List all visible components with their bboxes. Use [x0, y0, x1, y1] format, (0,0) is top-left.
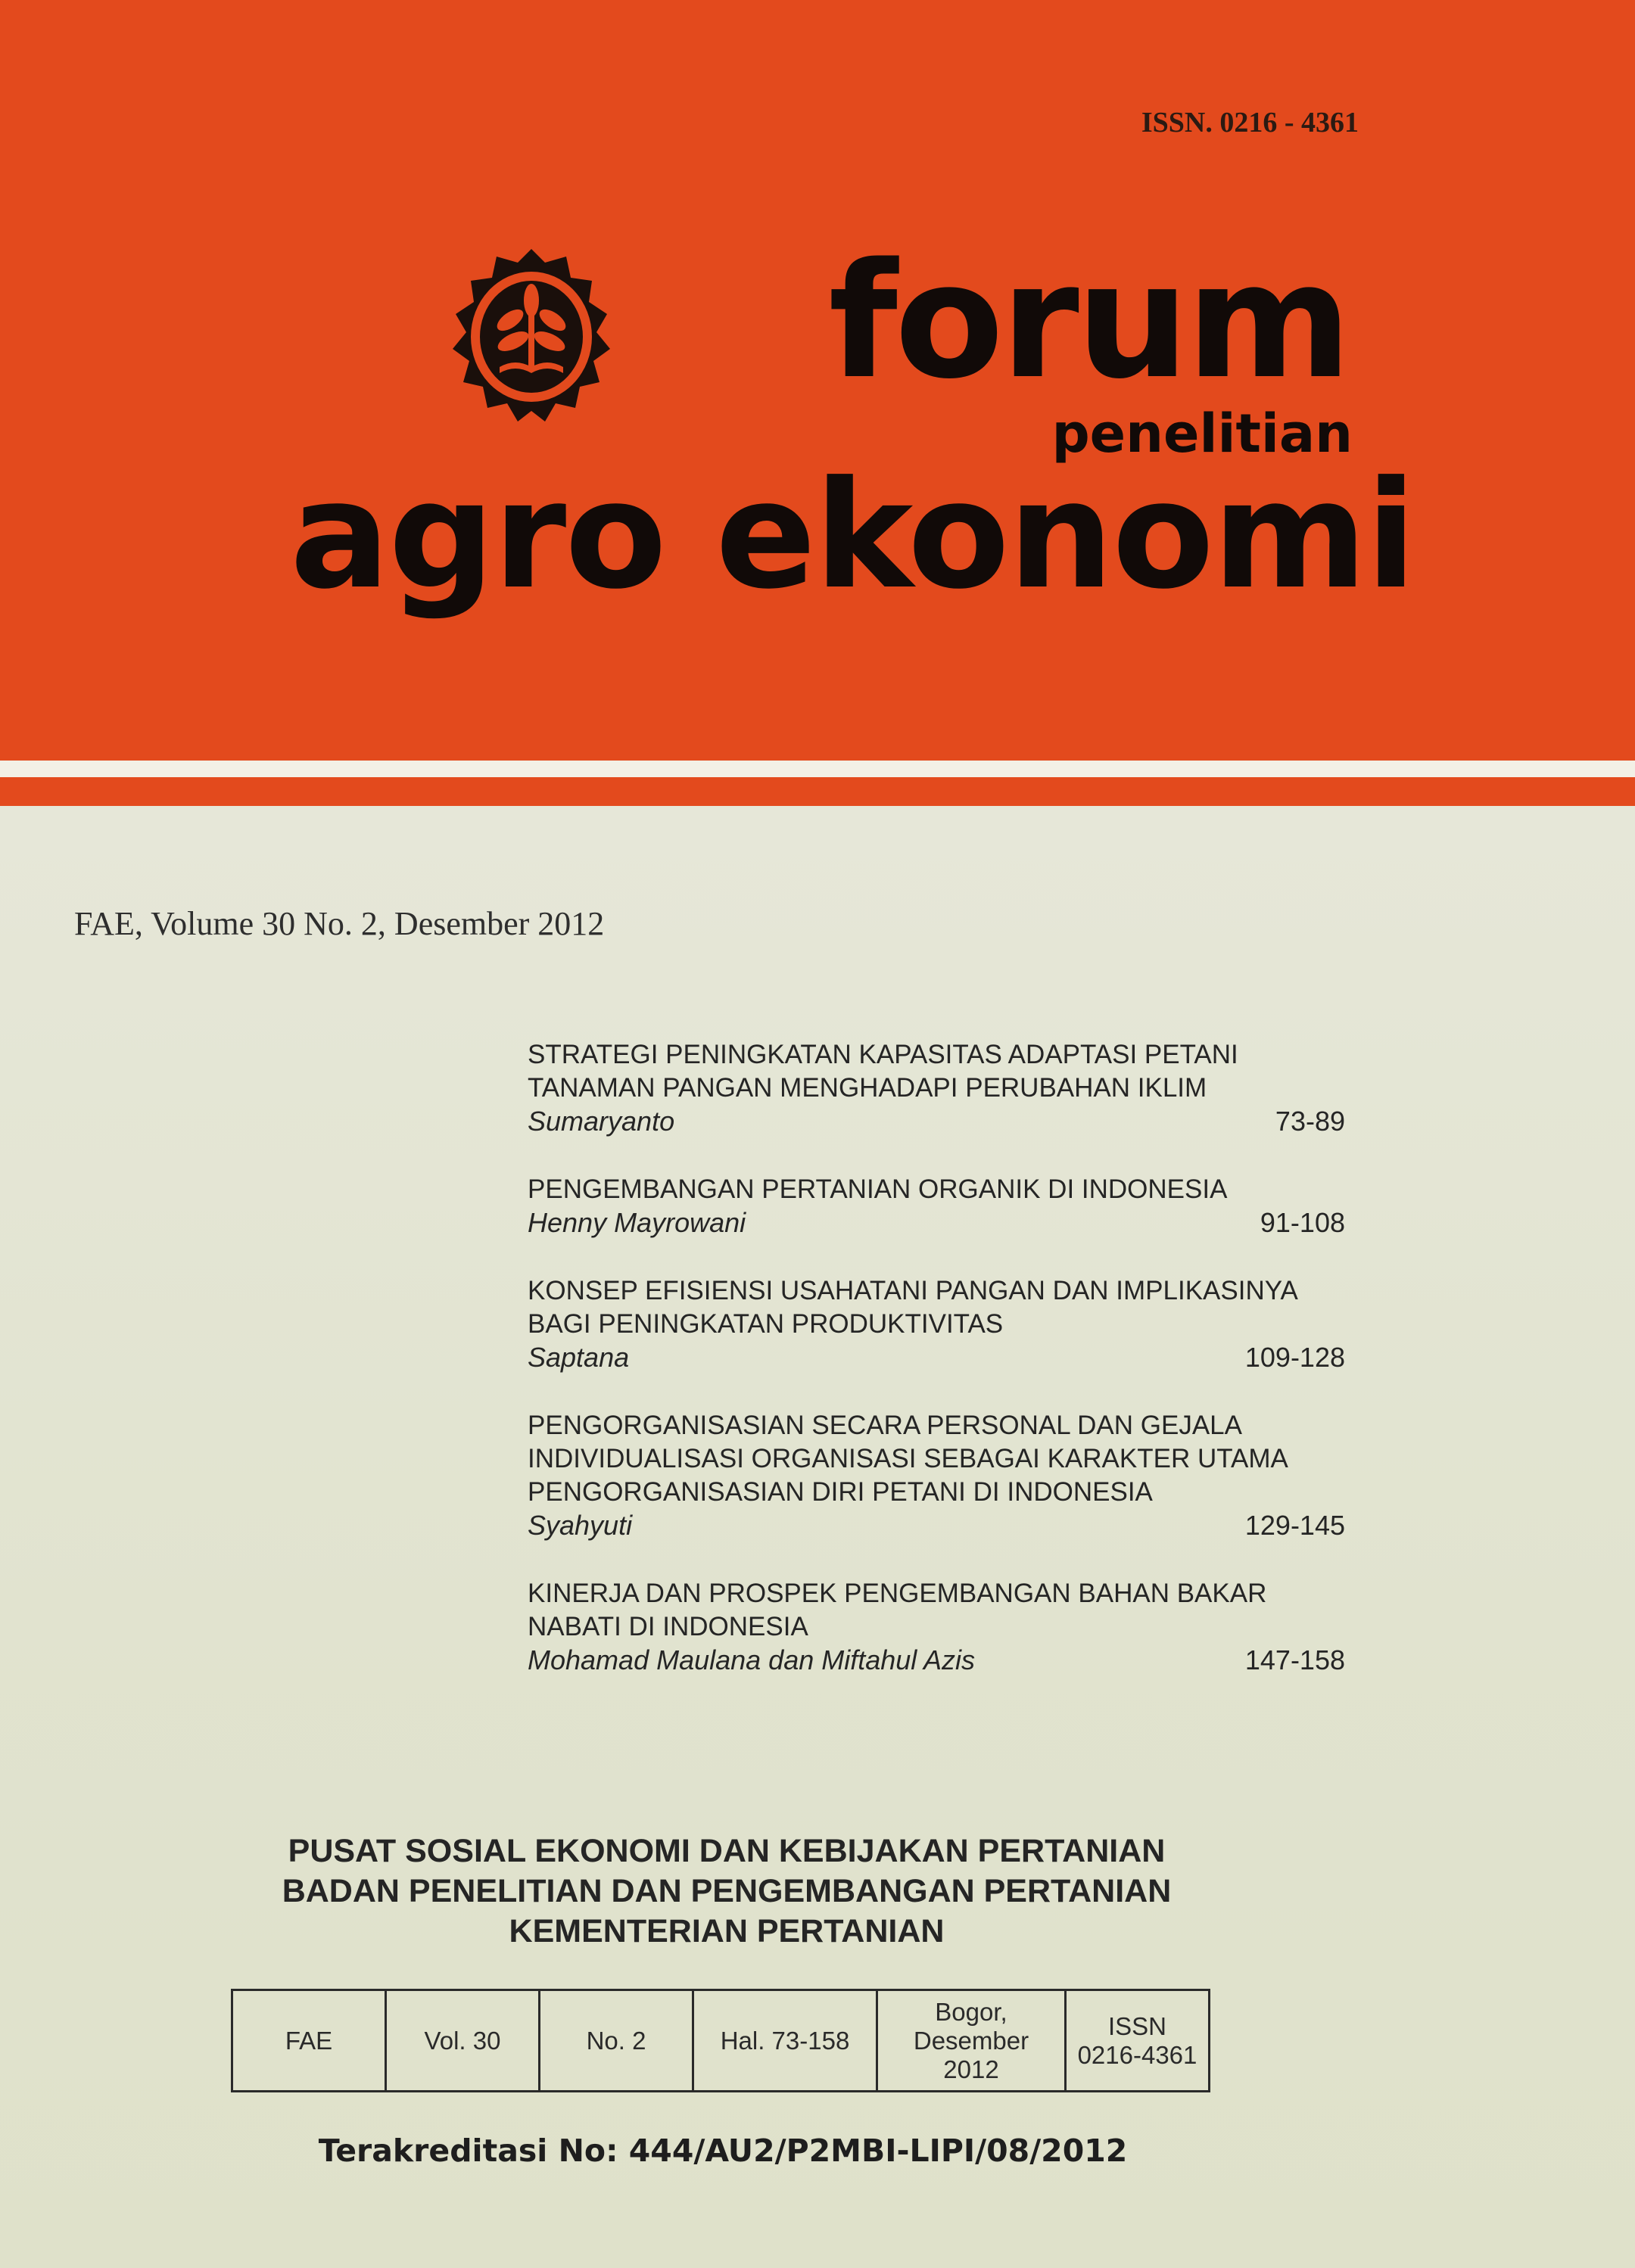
table-row: [232, 1990, 1210, 2092]
info-place-date: Bogor, Desember 2012: [877, 1990, 1066, 2092]
publisher-line: PUSAT SOSIAL EKONOMI DAN KEBIJAKAN PERTANIAN: [288, 1833, 1166, 1869]
article-title: KONSEP EFISIENSI USAHATANI PANGAN DAN IMPLIKASINYA BAGI PENINGKATAN PRODUKTIVITAS: [528, 1276, 1297, 1339]
divider-stripe-light: [0, 761, 1635, 777]
article-author: Saptana: [528, 1342, 630, 1373]
article-entry: [528, 1173, 1345, 1240]
article-pages: 147-158: [1244, 1644, 1345, 1675]
article-title: PENGEMBANGAN PERTANIAN ORGANIK DI INDONESIA: [528, 1174, 1228, 1204]
article-entry: [528, 1409, 1345, 1542]
article-entry: [528, 1577, 1345, 1677]
publisher-line: BADAN PENELITIAN DAN PENGEMBANGAN PERTANIAN: [282, 1873, 1172, 1909]
journal-title-agro-ekonomi: agro ekonomi: [290, 450, 1415, 622]
journal-title-penelitian: penelitian: [1051, 403, 1353, 465]
info-pages: Hal. 73-158: [693, 1990, 877, 2092]
article-pages: 109-128: [1244, 1342, 1345, 1373]
journal-title-forum: forum: [828, 229, 1349, 414]
article-pages: 91-108: [1260, 1207, 1345, 1238]
article-meta: [528, 1341, 1345, 1374]
article-author: Sumaryanto: [528, 1106, 675, 1137]
article-author: Henny Mayrowani: [528, 1207, 746, 1238]
article-author: Mohamad Maulana dan Miftahul Azis: [528, 1644, 975, 1675]
article-author: Syahyuti: [528, 1510, 633, 1541]
publisher-block: [250, 1831, 1204, 1952]
ministry-emblem-icon: [445, 246, 618, 435]
info-issn: ISSN 0216-4361: [1066, 1990, 1210, 2092]
issue-info-table: [231, 1989, 1210, 2092]
info-journal: FAE: [232, 1990, 386, 2092]
article-meta: [528, 1206, 1345, 1240]
article-title: STRATEGI PENINGKATAN KAPASITAS ADAPTASI PETANI TANAMAN PANGAN MENGHADAPI PERUBAHAN IKLIM: [528, 1040, 1238, 1103]
issn-label: ISSN. 0216 - 4361: [1141, 107, 1359, 138]
article-meta: [528, 1105, 1345, 1138]
article-pages: 129-145: [1244, 1510, 1345, 1541]
accreditation-line: Terakreditasi No: 444/AU2/P2MBI-LIPI/08/2012: [318, 2133, 1128, 2169]
article-entry: [528, 1274, 1345, 1374]
article-pages: 73-89: [1275, 1106, 1345, 1137]
article-entry: [528, 1038, 1345, 1138]
table-of-contents: [528, 1038, 1345, 1712]
issue-volume-line: FAE, Volume 30 No. 2, Desember 2012: [74, 905, 605, 942]
article-title: PENGORGANISASIAN SECARA PERSONAL DAN GEJALA INDIVIDUALISASI ORGANISASI SEBAGAI KARAKTER UTAMA PENGORGANISASIAN DIRI PETANI DI INDONESIA: [528, 1411, 1287, 1507]
article-meta: [528, 1644, 1345, 1677]
info-number: No. 2: [540, 1990, 693, 2092]
cover-header-band: [0, 0, 1635, 761]
article-meta: [528, 1509, 1345, 1542]
publisher-line: KEMENTERIAN PERTANIAN: [509, 1913, 945, 1949]
divider-stripe-orange: [0, 777, 1635, 806]
article-title: KINERJA DAN PROSPEK PENGEMBANGAN BAHAN BAKAR NABATI DI INDONESIA: [528, 1579, 1267, 1641]
info-volume: Vol. 30: [386, 1990, 540, 2092]
